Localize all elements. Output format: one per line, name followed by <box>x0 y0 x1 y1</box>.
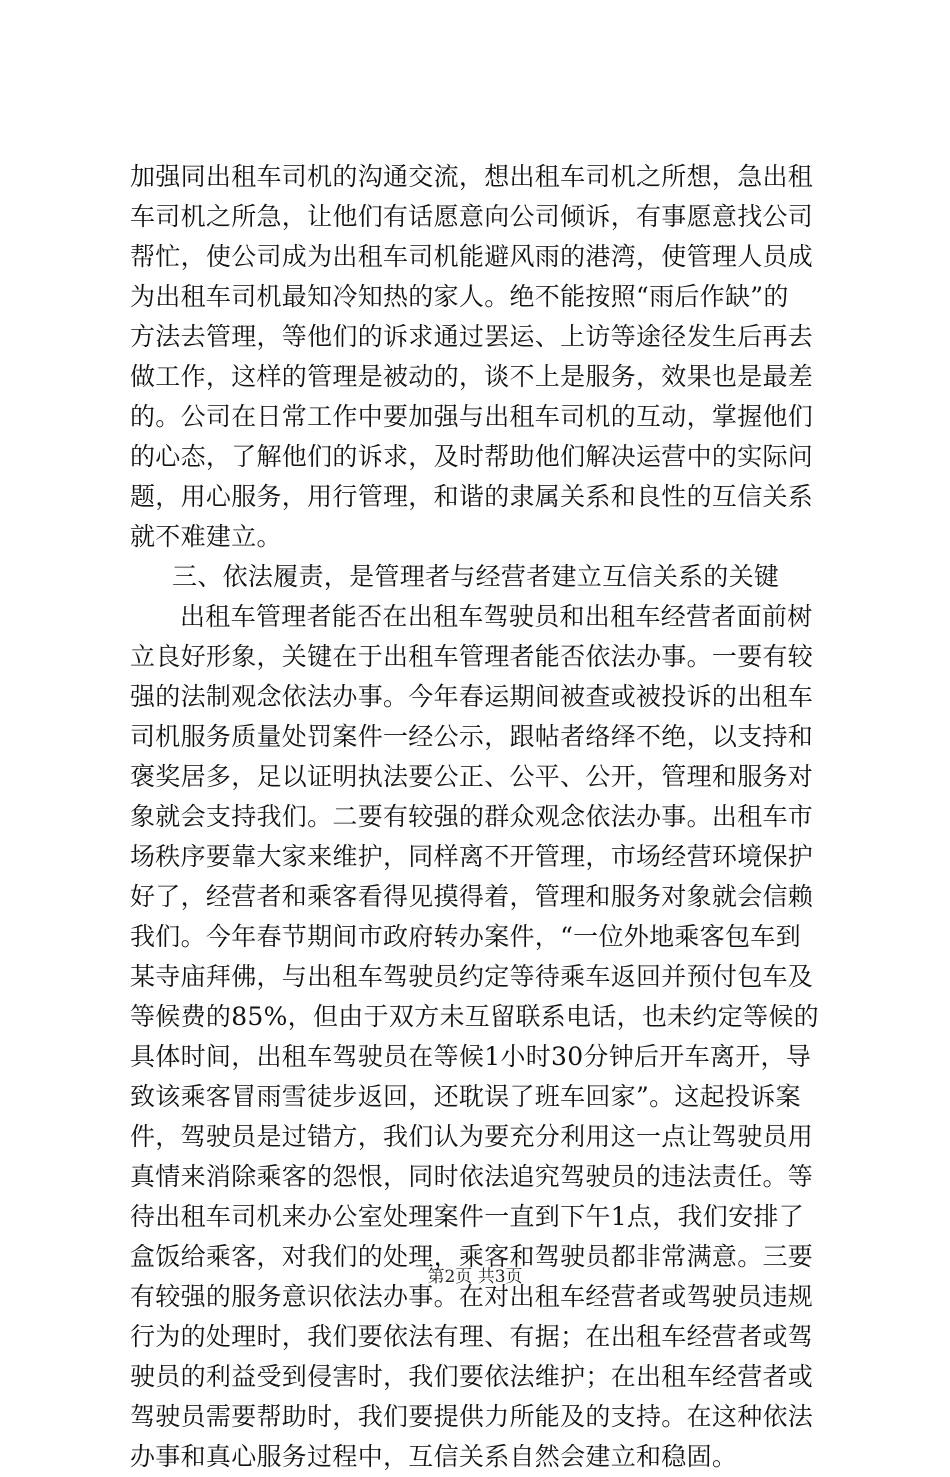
paragraph-line: 褒奖居多，足以证明执法要公正、公平、公开，管理和服务对 <box>130 762 814 791</box>
paragraph-line: 办事和真心服务过程中，互信关系自然会建立和稳固。 <box>130 1442 738 1471</box>
paragraph-line: 盒饭给乘客，对我们的处理，乘客和驾驶员都非常满意。三要 <box>130 1242 814 1271</box>
paragraph-line: 出租车管理者能否在出租车驾驶员和出租车经营者面前树 <box>180 602 813 631</box>
paragraph-line: 等候费的85%，但由于双方未互留联系电话，也未约定等候的 <box>130 1002 819 1031</box>
paragraph-line: 行为的处理时，我们要依法有理、有据；在出租车经营者或驾 <box>130 1322 814 1351</box>
paragraph-line: 致该乘客冒雨雪徒步返回，还耽误了班车回家”。这起投诉案 <box>130 1082 801 1111</box>
paragraph-line: 驾驶员需要帮助时，我们要提供力所能及的支持。在这种依法 <box>130 1402 814 1431</box>
paragraph-line: 就不难建立。 <box>130 522 282 551</box>
paragraph-line: 某寺庙拜佛，与出租车驾驶员约定等待乘车返回并预付包车及 <box>130 962 814 991</box>
paragraph-line: 具体时间，出租车驾驶员在等候1小时30分钟后开车离开，导 <box>130 1042 812 1071</box>
paragraph-line: 真情来消除乘客的怨恨，同时依法追究驾驶员的违法责任。等 <box>130 1162 814 1191</box>
paragraph-line: 加强同出租车司机的沟通交流，想出租车司机之所想，急出租 <box>130 162 814 191</box>
paragraph-line: 象就会支持我们。二要有较强的群众观念依法办事。出租车市 <box>130 802 814 831</box>
paragraph-line: 题，用心服务，用行管理，和谐的隶属关系和良性的互信关系 <box>130 482 814 511</box>
paragraph-line: 件，驾驶员是过错方，我们认为要充分利用这一点让驾驶员用 <box>130 1122 814 1151</box>
paragraph-line: 司机服务质量处罚案件一经公示，跟帖者络绎不绝，以支持和 <box>130 722 814 751</box>
paragraph-line: 方法去管理，等他们的诉求通过罢运、上访等途径发生后再去 <box>130 322 814 351</box>
paragraph-line: 做工作，这样的管理是被动的，谈不上是服务，效果也是最差 <box>130 362 814 391</box>
paragraph-line: 驶员的利益受到侵害时，我们要依法维护；在出租车经营者或 <box>130 1362 814 1391</box>
section-heading: 三、依法履责，是管理者与经营者建立互信关系的关键 <box>172 562 780 591</box>
paragraph-line: 我们。今年春节期间市政府转办案件，“一位外地乘客包车到 <box>130 922 801 951</box>
paragraph-line: 帮忙，使公司成为出租车司机能避风雨的港湾，使管理人员成 <box>130 242 814 271</box>
paragraph-line: 待出租车司机来办公室处理案件一直到下午1点，我们安排了 <box>130 1202 805 1231</box>
paragraph-line: 为出租车司机最知冷知热的家人。绝不能按照“雨后作缺”的 <box>130 282 789 311</box>
paragraph-line: 好了，经营者和乘客看得见摸得着，管理和服务对象就会信赖 <box>130 882 814 911</box>
paragraph-line: 立良好形象，关键在于出租车管理者能否依法办事。一要有较 <box>130 642 814 671</box>
paragraph-line: 的。公司在日常工作中要加强与出租车司机的互动，掌握他们 <box>130 402 814 431</box>
page-number-footer: 第2页 共3页 <box>427 1267 523 1287</box>
paragraph-line: 场秩序要靠大家来维护，同样离不开管理，市场经营环境保护 <box>130 842 814 871</box>
paragraph-line: 强的法制观念依法办事。今年春运期间被查或被投诉的出租车 <box>130 682 814 711</box>
paragraph-line: 有较强的服务意识依法办事。在对出租车经营者或驾驶员违规 <box>130 1282 814 1311</box>
paragraph-line: 的心态，了解他们的诉求，及时帮助他们解决运营中的实际问 <box>130 442 814 471</box>
paragraph-line: 车司机之所急，让他们有话愿意向公司倾诉，有事愿意找公司 <box>130 202 814 231</box>
